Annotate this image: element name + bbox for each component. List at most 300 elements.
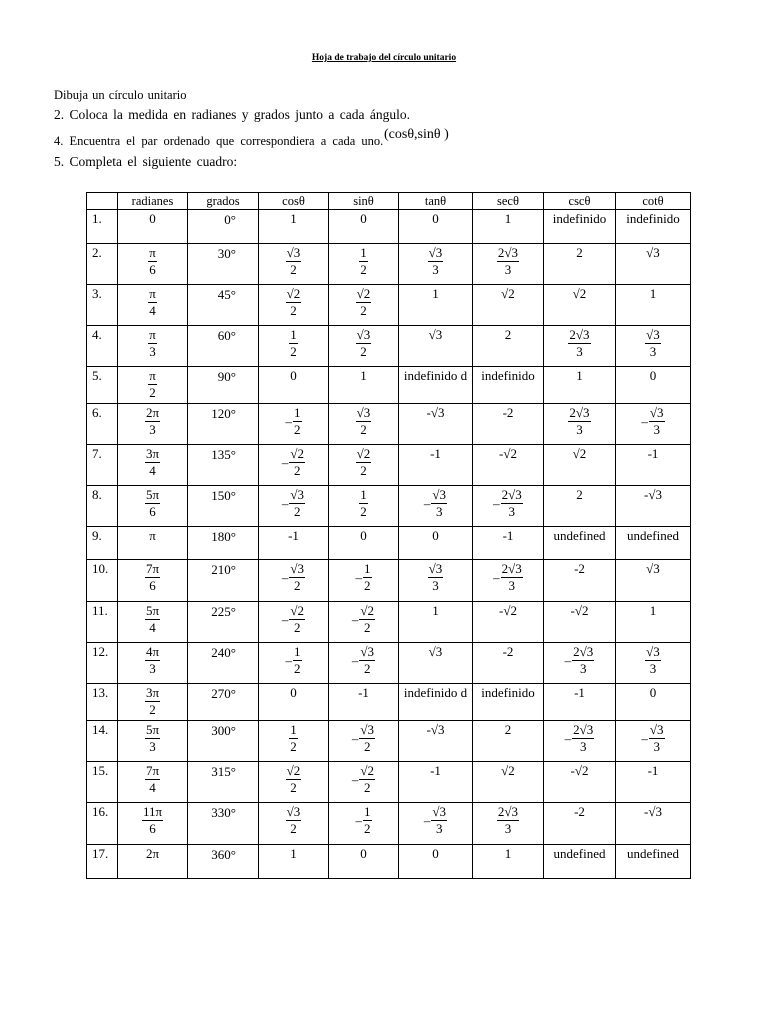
minus-sign: – — [285, 653, 292, 668]
denominator: 3 — [432, 262, 439, 277]
table-row — [87, 210, 691, 244]
cell-cos — [259, 527, 329, 560]
cell-text: 0 — [149, 211, 156, 226]
denominator: 3 — [504, 262, 512, 277]
fraction — [289, 446, 305, 479]
cell-sin — [329, 244, 399, 285]
cell-radianes — [118, 404, 188, 445]
fraction — [286, 245, 302, 278]
cell-text: 1 — [649, 603, 657, 618]
header-sec: secθ — [473, 193, 544, 210]
cell-text: √2 — [501, 763, 515, 778]
denominator: 2 — [360, 262, 367, 277]
numerator: 2√3 — [569, 405, 590, 420]
numerator: 4π — [145, 644, 160, 659]
numerator: 1 — [294, 405, 301, 420]
denominator: 3 — [149, 661, 156, 676]
row-number: 9. — [87, 527, 118, 560]
cell-text: -1 — [288, 528, 299, 543]
cell-text: 0 — [360, 528, 367, 543]
fraction — [286, 763, 302, 796]
minus-sign: – — [351, 653, 359, 668]
numerator: 1 — [290, 327, 297, 342]
numerator: √3 — [356, 327, 371, 342]
fraction — [145, 487, 160, 520]
cell-text: -2 — [574, 804, 585, 819]
numerator: 1 — [360, 487, 367, 502]
minus-sign: – — [281, 455, 289, 470]
cell-text: 0 — [432, 528, 439, 543]
row-number: 8. — [87, 486, 118, 527]
cell-csc — [544, 244, 616, 285]
cell-grados: 225° — [188, 602, 259, 643]
cell-text: -1 — [358, 685, 369, 700]
cell-sec — [473, 803, 544, 845]
fraction — [497, 245, 519, 278]
denominator: 2 — [364, 578, 371, 593]
numerator: π — [149, 286, 156, 301]
denominator: 3 — [435, 821, 443, 836]
cell-text: -√2 — [499, 446, 517, 461]
cell-tan — [399, 527, 473, 560]
cell-text: -1 — [430, 446, 441, 461]
cell-sin — [329, 210, 399, 244]
cell-text: -√2 — [499, 603, 517, 618]
numerator: 1 — [290, 722, 297, 737]
numerator: √3 — [290, 561, 305, 576]
cell-cot — [616, 285, 691, 326]
denominator: 2 — [360, 303, 367, 318]
denominator: 2 — [290, 303, 297, 318]
cell-text: 1 — [432, 286, 439, 301]
cell-cos — [259, 367, 329, 404]
denominator: 2 — [360, 344, 367, 359]
denominator: 2 — [290, 821, 297, 836]
fraction — [363, 561, 372, 594]
fraction — [359, 245, 368, 278]
numerator: 2√3 — [497, 245, 519, 260]
fraction — [356, 286, 372, 319]
cell-text: 0 — [290, 368, 297, 383]
cell-tan: indefinido d — [399, 367, 473, 404]
fraction — [431, 487, 447, 520]
denominator: 3 — [579, 739, 587, 754]
cell-sin — [329, 560, 399, 602]
cell-grados: 315° — [188, 762, 259, 803]
row-number: 15. — [87, 762, 118, 803]
numerator: 1 — [294, 644, 301, 659]
minus-sign: – — [281, 570, 289, 585]
minus-sign: – — [641, 731, 648, 746]
cell-text: √3 — [428, 644, 443, 659]
fraction — [572, 644, 594, 677]
cell-cos — [259, 803, 329, 845]
row-number: 2. — [87, 244, 118, 285]
header-cos: cosθ — [259, 193, 329, 210]
numerator: 7π — [145, 763, 160, 778]
row-number: 12. — [87, 643, 118, 684]
header-grados: grados — [188, 193, 259, 210]
cell-text: 0 — [649, 368, 657, 383]
fraction — [289, 603, 305, 636]
cell-sin — [329, 326, 399, 367]
minus-sign: – — [355, 813, 362, 828]
denominator: 3 — [508, 578, 515, 593]
cell-text: -√3 — [426, 722, 445, 737]
denominator: 3 — [149, 344, 156, 359]
cell-text: √3 — [646, 561, 660, 576]
table-row — [87, 721, 691, 762]
cell-cot — [616, 721, 691, 762]
fraction — [363, 804, 372, 837]
fraction — [148, 245, 157, 278]
cell-grados: 180° — [188, 527, 259, 560]
cell-cot — [616, 326, 691, 367]
cell-sin — [329, 367, 399, 404]
cell-cot — [616, 803, 691, 845]
cell-tan — [399, 602, 473, 643]
denominator: 6 — [149, 578, 156, 593]
cell-tan — [399, 244, 473, 285]
cell-cos — [259, 445, 329, 486]
numerator: 11π — [142, 804, 163, 819]
row-number: 13. — [87, 684, 118, 721]
denominator: 2 — [363, 780, 371, 795]
cell-radianes — [118, 762, 188, 803]
cell-sec — [473, 762, 544, 803]
fraction — [289, 722, 298, 755]
cell-text: 2 — [504, 722, 512, 737]
fraction — [359, 603, 375, 636]
fraction — [145, 446, 160, 479]
cell-radianes — [118, 486, 188, 527]
numerator: √3 — [646, 327, 660, 342]
cell-csc: undefined — [544, 845, 616, 879]
cell-text: π — [149, 528, 156, 543]
numerator: 2√3 — [569, 327, 590, 342]
numerator: 3π — [145, 685, 160, 700]
cell-csc — [544, 445, 616, 486]
cell-cos — [259, 721, 329, 762]
row-number: 4. — [87, 326, 118, 367]
cell-cos — [259, 285, 329, 326]
denominator: 3 — [649, 661, 657, 676]
cell-tan — [399, 486, 473, 527]
cell-sec — [473, 643, 544, 684]
fraction — [289, 561, 305, 594]
table-row — [87, 486, 691, 527]
numerator: √2 — [290, 446, 305, 461]
cell-tan — [399, 803, 473, 845]
numerator: 2√3 — [501, 561, 522, 576]
numerator: 5π — [145, 722, 160, 737]
cell-text: 1 — [504, 846, 512, 861]
cell-tan — [399, 210, 473, 244]
minus-sign: – — [564, 731, 572, 746]
denominator: 6 — [149, 504, 156, 519]
instruction-1: Dibuja un círculo unitario — [54, 88, 187, 102]
cell-grados: 270° — [188, 684, 259, 721]
cell-grados: 90° — [188, 367, 259, 404]
cell-text: -2 — [502, 644, 514, 659]
table-row — [87, 404, 691, 445]
cell-sec — [473, 285, 544, 326]
cell-cot — [616, 643, 691, 684]
cell-radianes — [118, 845, 188, 879]
cell-text: 2 — [504, 327, 512, 342]
denominator: 2 — [290, 344, 297, 359]
instruction-2: 2. Coloca la medida en radianes y grados junto a cada ángulo. — [54, 107, 411, 122]
denominator: 2 — [360, 504, 367, 519]
cell-tan — [399, 643, 473, 684]
fraction — [293, 644, 302, 677]
header-radianes: radianes — [118, 193, 188, 210]
numerator: √3 — [290, 487, 305, 502]
cell-text: √2 — [572, 446, 587, 461]
minus-sign: – — [285, 414, 292, 429]
cell-grados: 330° — [188, 803, 259, 845]
cell-sec — [473, 527, 544, 560]
cell-grados: 45° — [188, 285, 259, 326]
denominator: 3 — [435, 504, 443, 519]
numerator: 1 — [364, 804, 371, 819]
cell-cot — [616, 367, 691, 404]
header-tan: tanθ — [399, 193, 473, 210]
cell-text: √2 — [501, 286, 515, 301]
denominator: 3 — [508, 504, 515, 519]
cell-text: 1 — [649, 286, 657, 301]
denominator: 2 — [294, 422, 301, 437]
fraction — [142, 804, 163, 837]
cell-sin — [329, 684, 399, 721]
fraction — [649, 722, 665, 755]
header-num — [87, 193, 118, 210]
numerator: √2 — [286, 763, 301, 778]
table-row — [87, 762, 691, 803]
row-number: 17. — [87, 845, 118, 879]
table-row — [87, 845, 691, 879]
cell-sin — [329, 845, 399, 879]
cell-cot: indefinido — [616, 210, 691, 244]
cell-tan — [399, 285, 473, 326]
cell-text: -√3 — [426, 405, 445, 420]
table-row — [87, 326, 691, 367]
row-number: 7. — [87, 445, 118, 486]
denominator: 2 — [363, 620, 371, 635]
cell-cos — [259, 486, 329, 527]
cell-csc — [544, 404, 616, 445]
cell-tan — [399, 721, 473, 762]
denominator: 3 — [576, 422, 583, 437]
cell-cot: undefined — [616, 845, 691, 879]
numerator: √3 — [649, 722, 664, 737]
cell-csc — [544, 803, 616, 845]
cell-grados: 30° — [188, 244, 259, 285]
numerator: √2 — [356, 286, 371, 301]
table-row — [87, 367, 691, 404]
minus-sign: – — [281, 612, 289, 627]
numerator: √2 — [290, 603, 305, 618]
denominator: 2 — [363, 661, 371, 676]
denominator: 2 — [293, 463, 301, 478]
cell-text: 1 — [432, 603, 439, 618]
cell-text: 1 — [290, 211, 297, 226]
cell-csc — [544, 684, 616, 721]
denominator: 4 — [149, 303, 156, 318]
fraction — [145, 603, 160, 636]
cell-text: -1 — [647, 763, 659, 778]
cell-sin — [329, 445, 399, 486]
cell-radianes — [118, 560, 188, 602]
fraction — [359, 763, 375, 796]
denominator: 2 — [149, 702, 156, 717]
fraction — [428, 245, 444, 278]
cell-csc — [544, 486, 616, 527]
fraction — [645, 644, 661, 677]
cell-sin — [329, 285, 399, 326]
denominator: 4 — [149, 780, 156, 795]
cell-radianes — [118, 643, 188, 684]
numerator: √3 — [286, 245, 301, 260]
cell-sec — [473, 560, 544, 602]
cell-sec — [473, 486, 544, 527]
denominator: 2 — [360, 422, 367, 437]
cell-text: -2 — [502, 405, 514, 420]
fraction — [145, 644, 160, 677]
denominator: 2 — [149, 385, 156, 400]
header-cot: cotθ — [616, 193, 691, 210]
denominator: 2 — [293, 578, 301, 593]
cell-sin — [329, 602, 399, 643]
minus-sign: – — [351, 731, 359, 746]
cell-cot — [616, 762, 691, 803]
cell-tan — [399, 404, 473, 445]
denominator: 6 — [149, 262, 156, 277]
cell-sec — [473, 244, 544, 285]
cell-cot: undefined — [616, 527, 691, 560]
cell-csc — [544, 560, 616, 602]
cell-cos — [259, 845, 329, 879]
denominator: 2 — [294, 661, 301, 676]
cell-text: 1 — [360, 368, 367, 383]
minus-sign: – — [351, 612, 359, 627]
cell-text: 0 — [360, 211, 367, 226]
cell-text: 2π — [145, 846, 160, 861]
denominator: 3 — [653, 422, 660, 437]
cell-radianes — [118, 445, 188, 486]
cell-text: -√2 — [570, 763, 589, 778]
cell-sec — [473, 326, 544, 367]
fraction — [148, 286, 157, 319]
numerator: π — [149, 245, 156, 260]
minus-sign: – — [641, 414, 648, 429]
cell-cot — [616, 684, 691, 721]
table-row — [87, 445, 691, 486]
numerator: π — [149, 327, 156, 342]
row-number: 6. — [87, 404, 118, 445]
numerator: π — [149, 368, 156, 383]
cell-radianes — [118, 527, 188, 560]
cell-sin — [329, 527, 399, 560]
cell-text: 2 — [576, 487, 583, 502]
cell-text: -2 — [574, 561, 585, 576]
fraction — [145, 561, 160, 594]
cell-tan: indefinido d — [399, 684, 473, 721]
table-row — [87, 684, 691, 721]
cell-text: -√2 — [570, 603, 589, 618]
table-row — [87, 527, 691, 560]
denominator: 6 — [149, 821, 156, 836]
cell-text: √3 — [428, 327, 443, 342]
numerator: 2√3 — [501, 487, 522, 502]
cell-text: 0 — [432, 211, 439, 226]
fraction — [145, 685, 160, 718]
cell-text: 1 — [504, 211, 512, 226]
cell-text: √3 — [646, 245, 660, 260]
minus-sign: – — [355, 570, 362, 585]
cell-text: -1 — [430, 763, 441, 778]
numerator: √3 — [646, 644, 660, 659]
cell-radianes — [118, 210, 188, 244]
denominator: 3 — [579, 661, 587, 676]
denominator: 2 — [293, 620, 301, 635]
cell-sec — [473, 210, 544, 244]
cell-cos — [259, 602, 329, 643]
numerator: 2π — [145, 405, 160, 420]
fraction — [286, 286, 302, 319]
header-csc: cscθ — [544, 193, 616, 210]
fraction — [431, 804, 447, 837]
denominator: 3 — [432, 578, 439, 593]
numerator: 1 — [360, 245, 367, 260]
table-row — [87, 244, 691, 285]
row-number: 16. — [87, 803, 118, 845]
minus-sign: – — [423, 813, 431, 828]
row-number: 3. — [87, 285, 118, 326]
fraction — [286, 804, 302, 837]
cell-cot — [616, 404, 691, 445]
fraction — [148, 368, 157, 401]
denominator: 2 — [364, 821, 371, 836]
row-number: 1. — [87, 210, 118, 244]
numerator: 5π — [145, 487, 160, 502]
cell-csc — [544, 367, 616, 404]
numerator: 3π — [145, 446, 160, 461]
table-row — [87, 285, 691, 326]
numerator: √3 — [428, 245, 443, 260]
denominator: 2 — [363, 739, 371, 754]
table-row — [87, 643, 691, 684]
minus-sign: – — [564, 653, 572, 668]
numerator: √3 — [428, 561, 443, 576]
row-number: 14. — [87, 721, 118, 762]
denominator: 3 — [149, 739, 156, 754]
denominator: 2 — [360, 463, 367, 478]
fraction — [293, 405, 302, 438]
cell-sin — [329, 404, 399, 445]
cell-radianes — [118, 803, 188, 845]
cell-text: √2 — [572, 286, 587, 301]
cell-radianes — [118, 602, 188, 643]
cell-text: -√3 — [644, 487, 662, 502]
numerator: √2 — [286, 286, 301, 301]
fraction — [289, 327, 298, 360]
fraction — [428, 561, 444, 594]
numerator: √3 — [360, 722, 375, 737]
table-header-row — [87, 193, 691, 210]
cell-cos — [259, 326, 329, 367]
cell-cot — [616, 486, 691, 527]
